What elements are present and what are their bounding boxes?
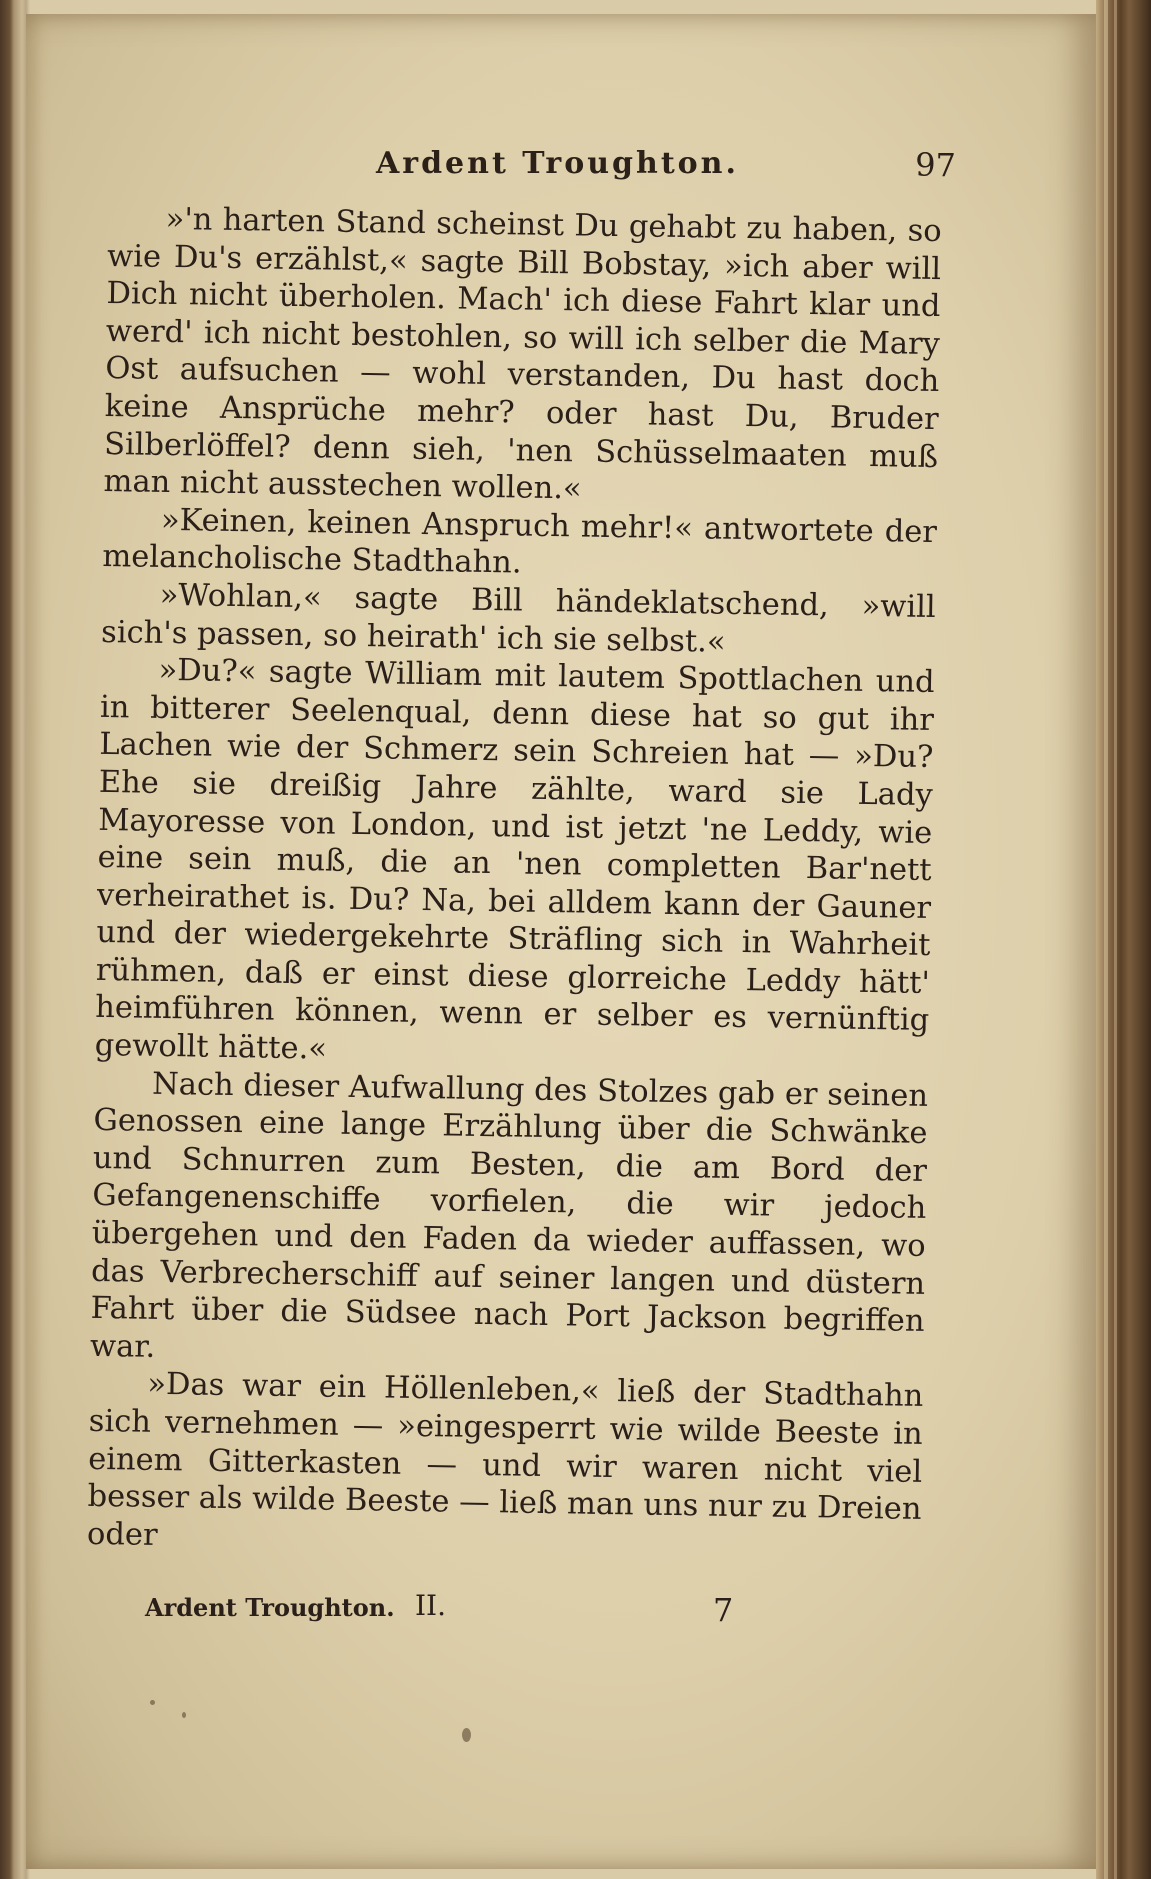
signature-mark: 7 bbox=[713, 1591, 734, 1629]
paragraph: »Das war ein Höllenleben,« ließ der Stadthahn sich vernehmen — »eingesperrt wie wilde Beeste in einem Gitterkasten — und wir waren nicht viel besser als wilde Beeste — ließ man uns nur zu Dreien oder bbox=[86, 1367, 924, 1553]
paragraph: »'n harten Stand scheinst Du gehabt zu haben, so wie Du's erzählst,« sagte Bill Bobstay, »ich aber will Dich nicht überholen. Mach' ich diese Fahrt klar und werd' ich nicht bestohlen, so will ich selber die Mary Ost aufsuchen — wohl verstanden, Du hast doch keine Ansprüche mehr? oder hast Du, Bruder Silberlöffel? denn sieh, 'nen Schüsselmaaten muß man nicht ausstechen wollen.« bbox=[103, 201, 942, 507]
volume-number: II. bbox=[415, 1589, 447, 1622]
paragraph: »Du?« sagte William mit lautem Spottlachen und in bitterer Seelenqual, denn diese hat so gut ihr Lachen wie der Schmerz sein Schreien hat — »Du? Ehe sie dreißig Jahre zählte, ward sie Lady Mayoresse von London, und ist jetzt 'ne Leddy, wie eine sein muß, die an 'nen completten Bar'nett verheirathet is. Du? Na, bei alldem kann der Gauner und der wiedergekehrte Sträfling sich in Wahrheit rühmen, daß er einst diese glorreiche Leddy hätt' heimführen können, wenn er selber es vernünftig gewollt hätte.« bbox=[94, 652, 935, 1067]
running-title: Ardent Troughton. bbox=[376, 146, 739, 181]
paragraph: »Wohlan,« sagte Bill händeklatschend, »will sich's passen, so heirath' ich sie selbst.« bbox=[100, 577, 936, 660]
ink-spot bbox=[182, 1712, 186, 1718]
body-text bbox=[87, 200, 942, 1566]
printer-signature-line bbox=[145, 1589, 745, 1633]
signature-title: Ardent Troughton. bbox=[145, 1593, 395, 1622]
ink-spot bbox=[150, 1700, 155, 1705]
paragraph: »Keinen, keinen Anspruch mehr!« antwortete der melancholische Stadthahn. bbox=[102, 502, 938, 581]
page-header bbox=[376, 146, 956, 186]
ink-spot bbox=[462, 1728, 471, 1742]
paragraph: Nach dieser Aufwallung des Stolzes gab er seinen Genossen eine lange Erzählung über die Schwänke und Schnurren zum Besten, die am Bord der Gefangenenschiffe vorfielen, die wir jedoch übergehen und den Faden da wieder auffassen, wo das Verbrecherschiff auf seiner langen und düstern Fahrt über die Südsee nach Port Jackson begriffen war. bbox=[89, 1066, 929, 1365]
page-number: 97 bbox=[915, 146, 956, 184]
page-edges bbox=[1096, 0, 1151, 1879]
